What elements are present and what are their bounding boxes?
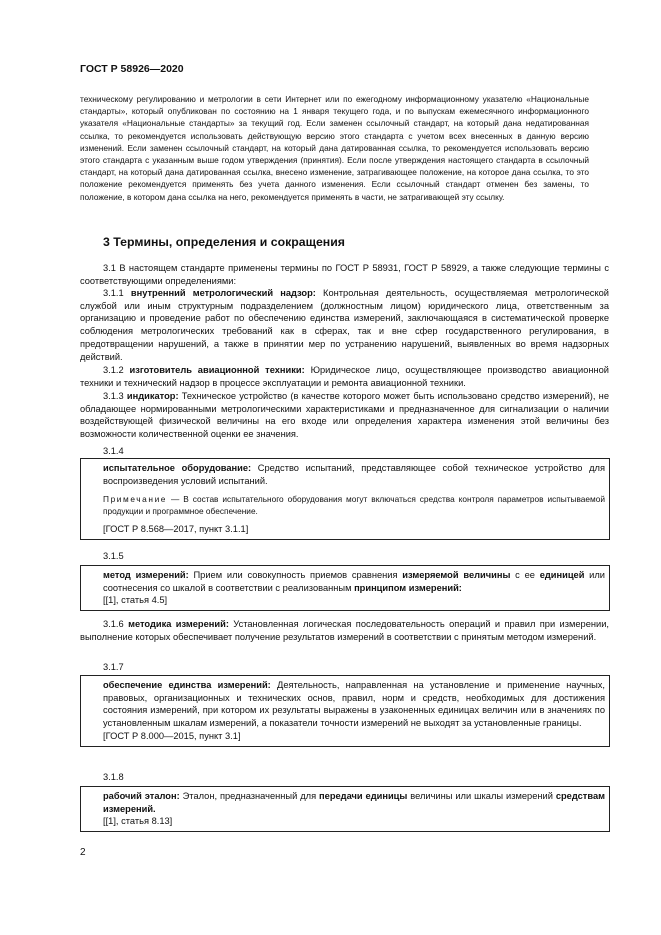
term-source: [[1], статья 4.5] xyxy=(103,595,168,606)
note-label: Примечание xyxy=(103,494,168,505)
term-name: методика измерений: xyxy=(128,619,229,629)
term-name: индикатор: xyxy=(126,391,179,401)
term-3-1-3 xyxy=(80,390,609,441)
term-number-3-1-5: 3.1.5 xyxy=(103,551,124,561)
term-3-1-6 xyxy=(80,618,609,643)
term-source: [ГОСТ Р 8.000—2015, пункт 3.1] xyxy=(103,730,241,741)
term-name: метод измерений: xyxy=(103,570,189,580)
term-definition: Юридическое лицо, осуществляющее производство авиационной техники и технический надзор в процессе эксплуатации и ремонта авиационной техники. xyxy=(80,365,610,388)
term-definition: с ее xyxy=(510,570,540,580)
intro-paragraph: техническому регулированию и метрологии в сети Интернет или по ежегодному информационному указателю «Национальные стандарты», который опубликован по состоянию на 1 января текущего года, и по выпускам ежемесячного информационного указателя «Национальные стандарты» за текущий год. Если заменен ссылочный стандарт, на который дана недатированная ссылка, то рекомендуется использовать действующую версию этого стандарта с учетом всех внесенных в данную версию изменений. Если заменен ссылочный стандарт, на который дана датированная ссылка, то рекомендуется использовать версию этого стандарта с указанным выше годом утверждения (принятия). Если после утверждения настоящего стандарта в ссылочный стандарт, на который дана датированная ссылка, внесено изменение, затрагивающее положение, на которое дана ссылка, то это положение рекомендуется применять без учета данного изменения. Если ссылочный стандарт отменен без замены, то положение, в котором дана ссылка на него, рекомендуется применять в части, не затрагивающей эту ссылку. xyxy=(80,94,589,202)
term-3-1-2 xyxy=(80,364,609,389)
term-name: обеспечение единства измерений: xyxy=(103,680,271,690)
term-reference-bold: передачи единицы xyxy=(319,791,408,801)
term-reference-bold: принципом измерений: xyxy=(354,582,462,593)
term-3-1-1 xyxy=(80,287,609,363)
term-definition: Установленная логическая последовательность операций и правил при измерении, выполнение которых обеспечивает получение результатов измерений в соответствии с принятым методом измерений. xyxy=(80,619,609,642)
term-box-3-1-7 xyxy=(80,675,610,747)
document-header: ГОСТ Р 58926—2020 xyxy=(80,63,184,75)
term-box-3-1-4 xyxy=(80,458,610,540)
paragraph-3-1: 3.1 В настоящем стандарте применены термины по ГОСТ Р 58931, ГОСТ Р 58929, а также следующие термины с соответствующими определениями: xyxy=(80,263,609,286)
term-note xyxy=(103,493,605,517)
term-reference-bold: измеряемой величины xyxy=(402,570,511,580)
term-reference-bold: единицей xyxy=(539,570,585,580)
term-number: 3.1.2 xyxy=(103,365,124,375)
term-number-3-1-8: 3.1.8 xyxy=(103,772,124,782)
term-definition: Деятельность, направленная на установление и применение научных, правовых, организационных и технических основ, правил, норм и средств, необходимых для достижения состояния измерений, при котором их результаты выражены в узаконенных единицах величин или в значениях по установленным шкалам измерений, а показатели точности измерений не выходят за установленные границы. xyxy=(103,680,605,729)
term-number-3-1-4: 3.1.4 xyxy=(103,446,124,456)
term-name: испытательное оборудование: xyxy=(103,463,252,473)
term-definition: Контрольная деятельность, осуществляемая метрологической службой или иным структурным подразделением (должностным лицом) юридического лица, ответственным за организацию и проведение работ по обеспечению единства измерений, заключающаяся в систематической проверке соблюдения метрологических требований как в сферах, так и вне сфер государственного регулирования, в предотвращении нарушений, а также в принятии мер по устранению нарушений, выявленных во время надзорных действий. xyxy=(80,288,609,362)
term-number: 3.1.6 xyxy=(103,619,124,629)
section-title: 3 Термины, определения и сокращения xyxy=(103,235,345,249)
term-definition: величины или шкалы измерений xyxy=(407,791,556,801)
term-definition: или соотнесения со шкалой в соответствии с реализованным xyxy=(103,570,605,593)
term-name: изготовитель авиационной техники: xyxy=(129,365,305,375)
page-number: 2 xyxy=(80,847,86,858)
term-definition: Эталон, предназначенный для xyxy=(179,791,320,801)
term-source: [ГОСТ Р 8.568—2017, пункт 3.1.1] xyxy=(103,524,249,535)
term-definition: Прием или совокупность приемов сравнения xyxy=(188,570,403,580)
term-reference-bold: средствам измерений. xyxy=(103,791,605,814)
term-name: рабочий эталон: xyxy=(103,791,180,801)
term-number: 3.1.3 xyxy=(103,391,124,401)
note-text: — В состав испытательного оборудования могут включаться средства контроля параметров испытываемой продукции и программное обеспечение. xyxy=(103,494,605,517)
term-number: 3.1.1 xyxy=(103,288,124,298)
term-definition: Средство испытаний, представляющее собой техническое устройство для воспроизведения условий испытаний. xyxy=(103,463,605,486)
term-box-3-1-8 xyxy=(80,786,610,832)
term-name: внутренний метрологический надзор: xyxy=(130,288,316,298)
term-number-3-1-7: 3.1.7 xyxy=(103,662,124,672)
term-definition: Техническое устройство (в качестве которого может быть использовано средство измерений), не обладающее нормированными метрологическими характеристиками и предназначенное для сигнализации о наличии воздействующей физической величины на его входе или определения характера изменения этой величины без возможности количественной оценки ее значения. xyxy=(80,391,609,440)
term-source: [[1], статья 8.13] xyxy=(103,816,173,827)
term-box-3-1-5 xyxy=(80,565,610,611)
